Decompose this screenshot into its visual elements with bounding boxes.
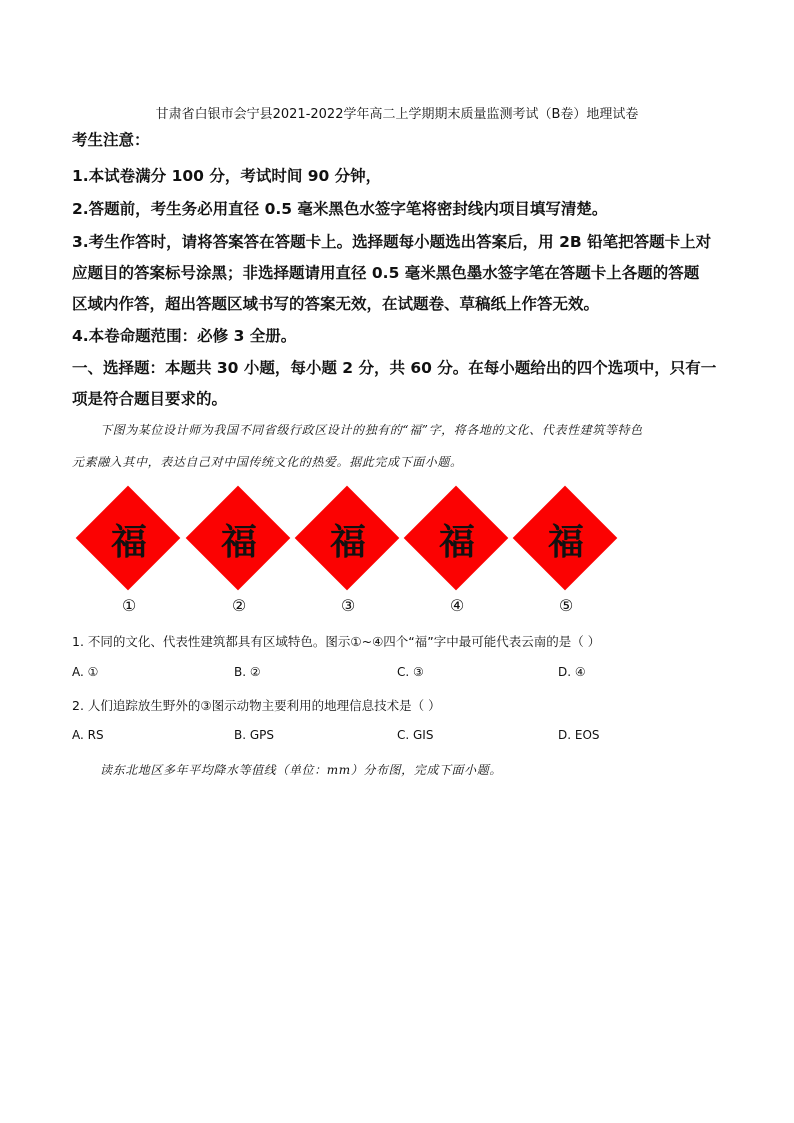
notice-line-4: 应题目的答案标号涂黑；非选择题请用直径 0.5 毫米黑色墨水签字笔在答题卡上各题的答题 xyxy=(72,264,700,282)
intro-2: 读东北地区多年平均降水等值线（单位：mm）分布图，完成下面小题。 xyxy=(100,763,502,777)
fu-label-5: ⑤ xyxy=(558,596,574,615)
question-2-option-d[interactable]: D. EOS xyxy=(558,728,600,742)
question-2-option-c[interactable]: C. GIS xyxy=(397,728,434,742)
question-2-option-b[interactable]: B. GPS xyxy=(234,728,275,742)
question-1-option-b[interactable]: B. ② xyxy=(234,665,261,679)
fu-diamond-5 xyxy=(514,487,618,591)
notice-line-3: 3.考生作答时，请将答案答在答题卡上。选择题每小题选出答案后，用 2B 铅笔把答题卡上对 xyxy=(72,233,712,251)
intro-line-1: 下图为某位设计师为我国不同省级行政区设计的独有的“福”字，将各地的文化、代表性建筑等特色 xyxy=(100,423,643,437)
fu-label-1: ① xyxy=(121,596,137,615)
intro-line-2: 元素融入其中，表达自己对中国传统文化的热爱。据此完成下面小题。 xyxy=(72,455,463,469)
fu-glyph: 福 xyxy=(438,520,475,563)
question-1-option-d[interactable]: D. ④ xyxy=(558,665,586,679)
fu-label-4: ④ xyxy=(449,596,465,615)
fu-diamond-4 xyxy=(405,487,509,591)
question-2-option-a[interactable]: A. RS xyxy=(72,728,104,742)
fu-glyph: 福 xyxy=(220,520,257,563)
notice-line-6: 4.本卷命题范围：必修 3 全册。 xyxy=(72,327,297,345)
question-2-stem: 2. 人们追踪放生野外的③图示动物主要利用的地理信息技术是（ ） xyxy=(72,698,441,713)
question-1-option-a[interactable]: A. ① xyxy=(72,665,99,679)
page-title: 甘肃省白银市会宁县2021-2022学年高二上学期期末质量监测考试（B卷）地理试卷 xyxy=(155,107,639,122)
fu-diamond-2 xyxy=(187,487,291,591)
notice-line-1: 1.本试卷满分 100 分，考试时间 90 分钟， xyxy=(72,167,382,185)
fu-label-3: ③ xyxy=(340,596,356,615)
question-1-stem: 1. 不同的文化、代表性建筑都具有区域特色。图示①~④四个“福”字中最可能代表云南的是（ ） xyxy=(72,634,601,649)
fu-diamond-3 xyxy=(296,487,400,591)
notice-line-2: 2.答题前，考生务必用直径 0.5 毫米黑色水签字笔将密封线内项目填写清楚。 xyxy=(72,200,608,218)
fu-glyph: 福 xyxy=(110,520,147,563)
fu-glyph: 福 xyxy=(547,520,584,563)
fu-label-2: ② xyxy=(231,596,247,615)
fu-glyph: 福 xyxy=(329,520,366,563)
fu-diamond-1 xyxy=(77,487,181,591)
question-1-option-c[interactable]: C. ③ xyxy=(397,665,424,679)
section-heading-line-1: 一、选择题：本题共 30 小题，每小题 2 分，共 60 分。在每小题给出的四个选项中，只有一 xyxy=(72,359,717,377)
notice-line-5: 区域内作答，超出答题区域书写的答案无效，在试题卷、草稿纸上作答无效。 xyxy=(72,295,600,313)
notice-heading: 考生注意： xyxy=(72,131,150,149)
section-heading-line-2: 项是符合题目要求的。 xyxy=(72,390,228,408)
